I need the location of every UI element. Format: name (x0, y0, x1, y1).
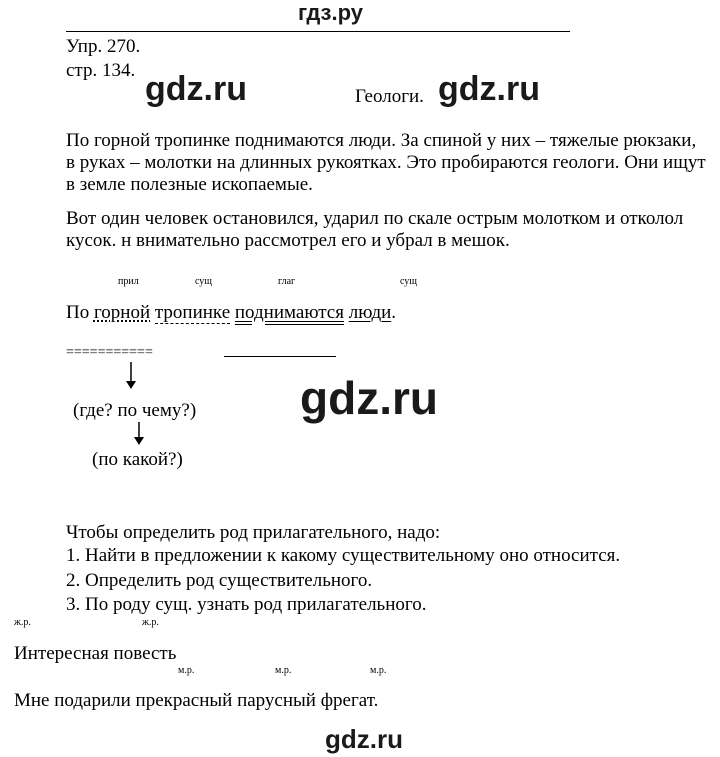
exercise-page: стр. 134. (66, 60, 136, 81)
gender-label: ж.р. (14, 617, 31, 628)
gender-label: м.р. (370, 665, 387, 676)
sentence-period: . (391, 302, 397, 323)
word-po: По (66, 302, 90, 323)
paragraph-2: Вот один человек остановился, ударил по скале острым молотком и отколол кусок. н внимательно рассмотрел его и убрал в мешок. (66, 208, 684, 251)
header-rule (66, 31, 570, 32)
watermark: gdz.ru (438, 70, 540, 108)
question-2: (по какой?) (92, 449, 183, 470)
gender-label: м.р. (275, 665, 292, 676)
word-podnimayutsya: поднимаются (234, 302, 344, 323)
word-tropinke: тропинке (154, 302, 231, 323)
pos-label: глаг (278, 276, 296, 287)
exercise-number: Упр. 270. (66, 36, 141, 57)
question-1: (где? по чему?) (73, 400, 197, 421)
rule-step: 1. Найти в предложении к какому существительному оно относится. (66, 545, 621, 566)
predicate-marks: =========== (66, 345, 153, 360)
pos-label: прил (118, 276, 139, 287)
parsed-sentence (66, 302, 396, 324)
gender-label: ж.р. (142, 617, 159, 628)
pos-label: сущ (195, 276, 213, 287)
arrow-down-icon (133, 422, 145, 446)
word-lyudi: люди (348, 302, 392, 323)
watermark: gdz.ru (300, 372, 438, 424)
rule-step: 3. По роду сущ. узнать род прилагательного. (66, 594, 427, 615)
watermark: gdz.ru (145, 70, 247, 108)
example-1: Интересная повесть (14, 643, 177, 664)
rule-intro: Чтобы определить род прилагательного, надо: (66, 522, 441, 543)
pos-label: сущ (400, 276, 418, 287)
word-gornoy: горной (93, 302, 151, 323)
rule-step: 2. Определить род существительного. (66, 570, 373, 591)
arrow-down-icon (125, 362, 137, 390)
watermark: gdz.ru (325, 724, 403, 754)
subject-line (224, 356, 336, 357)
site-header: гдз.ру (298, 0, 363, 25)
example-2: Мне подарили прекрасный парусный фрегат. (14, 690, 379, 711)
text-title: Геологи. (355, 86, 424, 107)
paragraph-1: По горной тропинке поднимаются люди. За спиной у них – тяжелые рюкзаки, в руках – молотки на длинных рукоятках. Это пробираются геологи. Они ищут в земле полезные ископаемые. (66, 130, 706, 195)
gender-label: м.р. (178, 665, 195, 676)
